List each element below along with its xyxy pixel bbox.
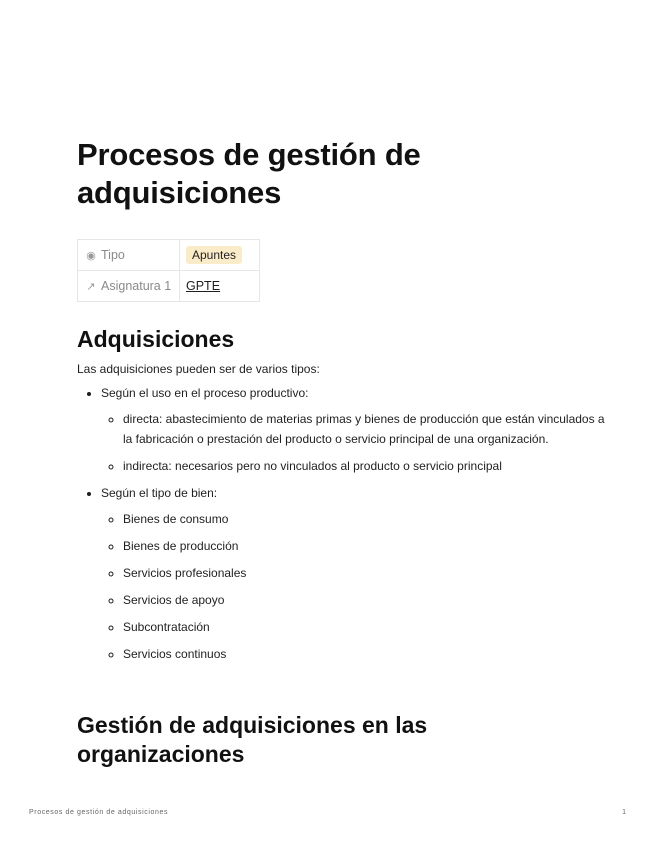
list-item: ◦ Subcontratación [123,617,611,637]
section-heading-adquisiciones: Adquisiciones [77,326,235,352]
footer-page-number: 1 [622,809,626,816]
asignatura-link[interactable]: GPTE [186,279,221,293]
sublist [101,409,611,476]
properties-table [77,239,260,302]
property-row-asignatura [78,271,260,302]
page-title: Procesos de gestión de adquisiciones [77,137,421,210]
property-value [180,240,260,271]
relation-arrow-icon: ↗ [86,281,96,293]
list-item-label: Según el tipo de bien: [101,486,218,500]
list-item-label: Según el uso en el proceso productivo: [101,386,309,400]
tipo-tag: Apuntes [186,246,242,264]
list-item: ◦ Servicios continuos [123,644,611,664]
list-item: ◦ indirecta: necesarios pero no vinculados al producto o servicio principal [123,456,611,476]
list-item: ◦ directa: abastecimiento de materias primas y bienes de producción que están vinculados a la fabricación o prestación del producto o servicio principal de una organización. [123,409,611,449]
intro-paragraph: Las adquisiciones pueden ser de varios tipos: [77,362,320,376]
list-item: ◦ Bienes de producción [123,536,611,556]
select-icon: ◉ [86,250,96,262]
classification-list [77,383,611,671]
list-item [101,383,611,476]
list-item [101,483,611,664]
footer-document-title: Procesos de gestión de adquisiciones [29,809,169,816]
list-item: ◦ Servicios profesionales [123,563,611,583]
list-item: ◦ Servicios de apoyo [123,590,611,610]
list-item: ◦ Bienes de consumo [123,509,611,529]
property-key-label: Asignatura 1 [101,279,172,293]
property-key [78,271,180,302]
property-row-tipo [78,240,260,271]
property-key [78,240,180,271]
section-heading-gestion: Gestión de adquisiciones en las organizaciones [77,712,428,767]
sublist [101,509,611,664]
property-value [180,271,260,302]
property-key-label: Tipo [101,248,125,262]
